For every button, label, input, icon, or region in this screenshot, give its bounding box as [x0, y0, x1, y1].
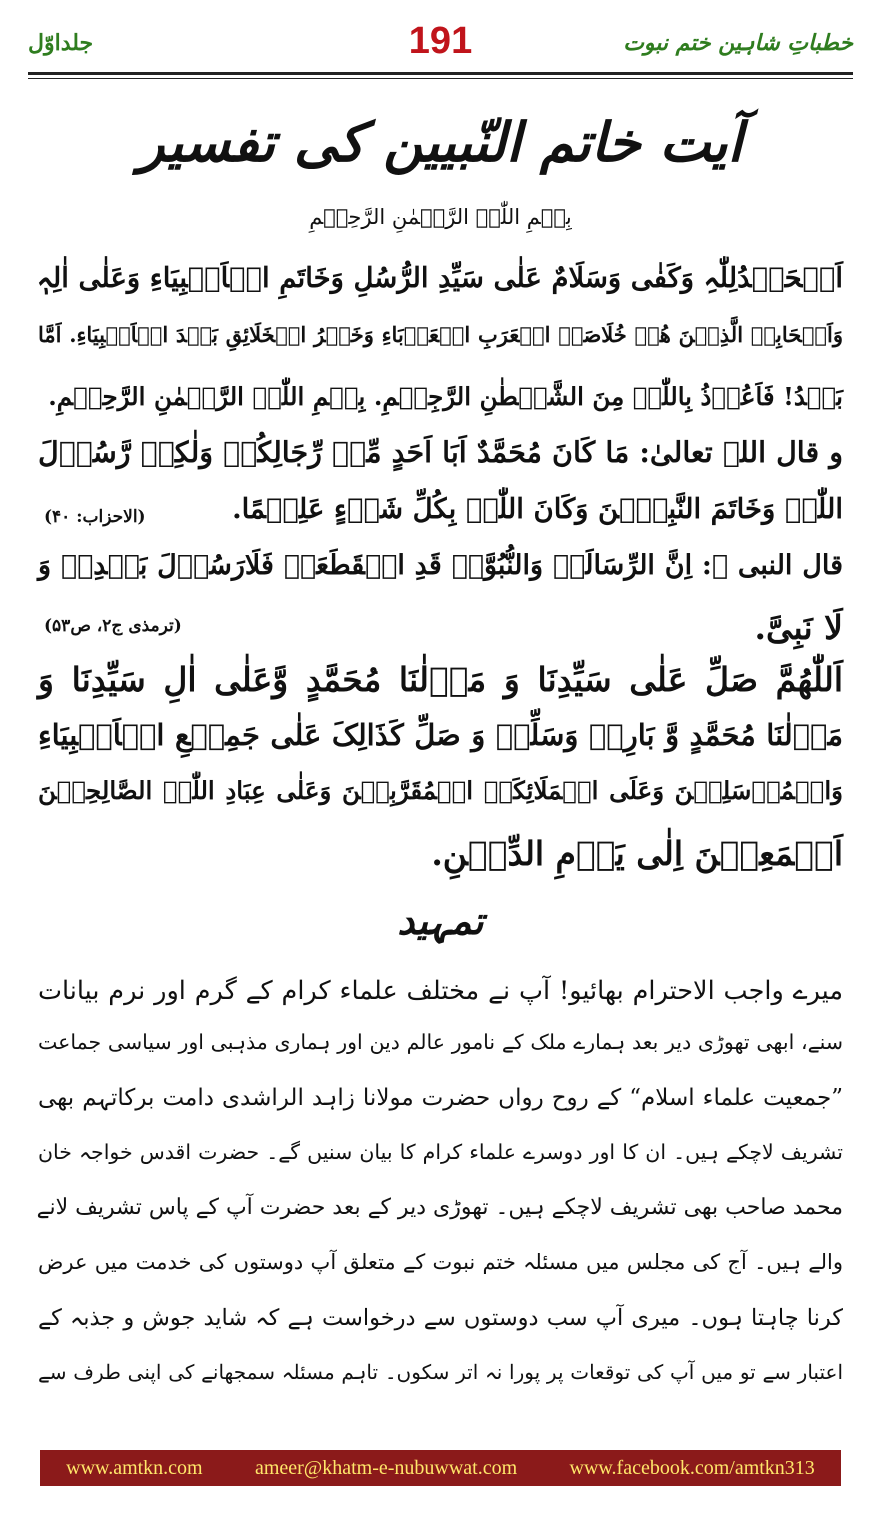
- urdu-line: ”جمعیت علماء اسلام“ کے روح رواں حضرت مولانا زاہد الراشدی دامت برکاتہم بھی: [38, 1085, 843, 1111]
- arabic-line: قال النبی ﷺ: اِنَّ الرِّسَالَۃَ وَالنُّبُوَّۃَ قَدِ انۡقَطَعَتۡ فَلَارَسُوۡلَ بَعۡدِیۡ وَ: [38, 550, 843, 581]
- chapter-title: آیت خاتم النّبیین کی تفسیر: [138, 110, 743, 174]
- urdu-line: کرنا چاہتا ہوں۔ میری آپ سب دوستوں سے درخواست ہے کہ شاید جوش و جذبہ کے: [38, 1305, 843, 1331]
- urdu-line: تشریف لاچکے ہیں۔ ان کا اور دوسرے علماء کرام کا بیان سنیں گے۔ حضرت اقدس خواجہ خان: [38, 1140, 843, 1164]
- book-title: خطباتِ شاہین ختم نبوت: [623, 30, 853, 56]
- arabic-line: اللّٰہِ وَخَاتَمَ النَّبِیّٖنَ وَکَانَ اللّٰہُ بِکُلِّ شَیۡءٍ عَلِیۡمًا.: [232, 493, 843, 525]
- quran-reference: (الاحزاب: ۴۰): [44, 507, 146, 527]
- arabic-line: اَلۡحَمۡدُلِلّٰہِ وَکَفٰی وَسَلَامٌ عَلٰی سَیِّدِ الرُّسُلِ وَخَاتَمِ الۡاَنۡبِیَاءِ وَعَلٰی اٰلِہٖ: [36, 262, 843, 294]
- footer-bar: [40, 1450, 841, 1486]
- arabic-line: وَالۡمُرۡسَلِیۡنَ وَعَلَی الۡمَلَائِکَۃِ الۡمُقَرَّبِیۡنَ وَعَلٰی عِبَادِ اللّٰہِ الصَّالِحِیۡنَ: [38, 776, 843, 805]
- volume-label: جلداوّل: [28, 30, 94, 56]
- footer-email-link[interactable]: ameer@khatm-e-nubuwwat.com: [254, 1456, 518, 1479]
- header-divider-thin: [28, 78, 853, 79]
- header-divider: [28, 72, 853, 75]
- arabic-line: لَا نَبِیَّ.: [754, 608, 843, 647]
- page-number: 191: [408, 20, 473, 62]
- urdu-line: محمد صاحب بھی تشریف لاچکے ہیں۔ تھوڑی دیر کے بعد حضرت آپ کے پاس تشریف لانے: [36, 1195, 843, 1220]
- arabic-line: بَعۡدُ! فَاَعُوۡذُ بِاللّٰہِ مِنَ الشَّیۡطٰنِ الرَّجِیۡمِ. بِسۡمِ اللّٰہِ الرَّحۡمٰنِ الرَّحِیۡمِ.: [48, 382, 843, 411]
- footer-website-link[interactable]: www.amtkn.com: [66, 1456, 203, 1479]
- page-header: [28, 20, 853, 70]
- urdu-line: میرے واجب الاحترام بھائیو! آپ نے مختلف علماء کرام کے گرم اور نرم بیانات: [38, 976, 843, 1006]
- arabic-line: اَجۡمَعِیۡنَ اِلٰی یَوۡمِ الدِّیۡنِ.: [431, 834, 843, 873]
- urdu-line: والے ہیں۔ آج کی مجلس میں مسئلہ ختم نبوت کے متعلق آپ دوستوں کی خدمت میں عرض: [38, 1250, 843, 1274]
- arabic-line: اَللّٰھُمَّ صَلِّ عَلٰی سَیِّدِنَا وَ مَوۡلٰنَا مُحَمَّدٍ وَّعَلٰی اٰلِ سَیِّدِنَا وَ: [38, 660, 843, 699]
- urdu-line: سنے، ابھی تھوڑی دیر بعد ہمارے ملک کے نامور عالم دین اور ہماری مذہبی اور سیاسی جماعت: [38, 1030, 843, 1054]
- bismillah: بِسۡمِ اللّٰہِ الرَّحۡمٰنِ الرَّحِیۡمِ: [309, 205, 572, 229]
- footer-facebook-link[interactable]: www.facebook.com/amtkn313: [569, 1456, 815, 1479]
- hadith-reference: (ترمذی ج۲، ص۵۳): [44, 616, 182, 636]
- arabic-line: مَوۡلٰنَا مُحَمَّدٍ وَّ بَارِکۡ وَسَلِّمۡ وَ صَلِّ کَذَالِکَ عَلٰی جَمِیۡعِ الۡاَنۡبِیَاءِ: [38, 718, 843, 752]
- arabic-line: وَاَصۡحَابِہِ الَّذِیۡنَ ھُمۡ خُلَاصَۃُ الۡعَرَبِ الۡعَرۡبَاءِ وَخَیۡرُ الۡخَلَائِقِ بَعۡدَ الۡاَنۡبِیَاءِ. اَمَّا: [38, 322, 843, 347]
- section-heading: تمہید: [397, 898, 484, 943]
- arabic-line: و قال اللہ تعالیٰ: مَا کَانَ مُحَمَّدٌ اَبَا اَحَدٍ مِّنۡ رِّجَالِکُمۡ وَلٰکِنۡ رَّسُوۡلَ: [38, 435, 843, 469]
- urdu-line: اعتبار سے تو میں آپ کی توقعات پر پورا نہ اتر سکوں۔ تاہم مسئلہ سمجھانے کی اپنی طرف سے: [38, 1360, 843, 1384]
